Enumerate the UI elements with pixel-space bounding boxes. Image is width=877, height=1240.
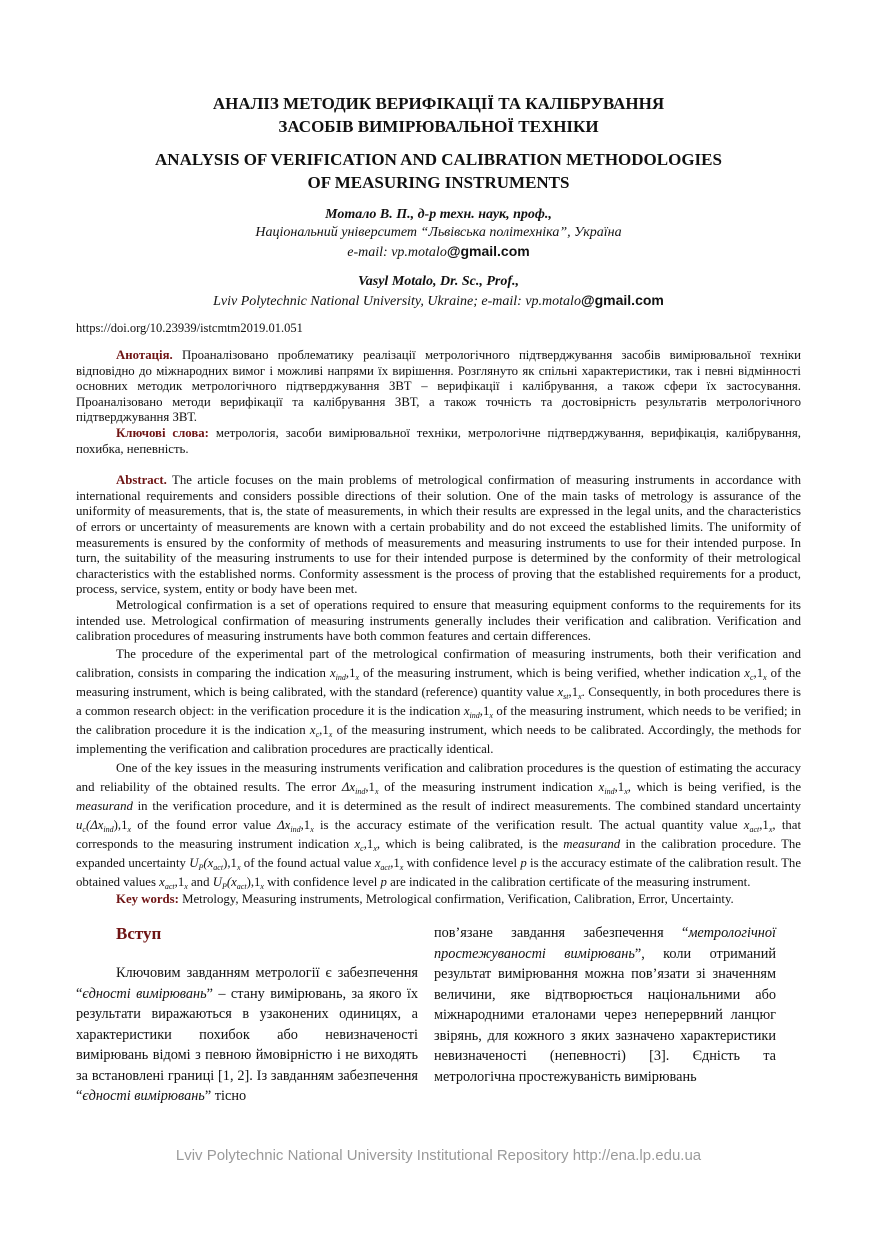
author-block-english bbox=[0, 273, 877, 311]
text: Проаналізовано проблематику реалізації метрологічного підтверджування засобів вимірювальної техніки відповідно до міжнародних вимог і можливі напрями їх вирішення. Розглянуто як спільні характеристики, так і певні відмінності основних методик метрологічного підтверджування ЗВТ – верифікації і калібрування, а також сфери їх застосування. Проаналізовано методи верифікації та калібрування ЗВТ, а також точність та достовірність результатів метрологічного підтверджування ЗВТ. bbox=[76, 348, 801, 425]
text: One of the key issues in the measuring instruments verification and calibration procedures is the question of estimating the accuracy and reliability of the obtained results. The error bbox=[76, 760, 801, 794]
repository-footer: Lviv Polytechnic National University Institutional Repository http://ena.lp.edu.ua bbox=[175, 1146, 702, 1164]
text: The article focuses on the main problems of metrological confirmation of measuring instruments in accordance with international requirements and considers possible directions of their solution. One of the main tasks of metrology is assurance of the uniformity of measurements, that is, the state of measurements, in which their results are expressed in the legal units, and the characteristics of errors or uncertainty of measurements are known with a certain probability and do not exceed the established limits. The uniformity of measurements is ensured by the conformity of methods of measurements and measuring instruments to use for their intended purpose. In turn, the suitability of the measuring instruments to use for their intended purpose is determined by the conformity of their metrological characteristics with the established norms. Conformity assessment is the process of proving that the established requirements for a product, process, service, system, entity or body have been met. bbox=[76, 473, 801, 597]
text: Ключовим завданням метрології є забезпечення “ bbox=[76, 965, 418, 1002]
abstract-paragraph bbox=[76, 645, 801, 759]
text: ”, коли отриманий результат вимірювання можна пов’язати зі значенням величини, яке відтворюється національними або міжнародними еталонами через неперервний ланцюг звірянь, для кожного з яких зазначено характеристики невизначеності (непевності) [3]. Єдність та метрологічна простежуваність вимірювань bbox=[434, 945, 776, 1085]
label: Key words: bbox=[116, 891, 179, 906]
text: , which is being calibrated, is the bbox=[376, 836, 564, 851]
author-affiliation-email bbox=[0, 291, 877, 311]
intro-paragraph-continued bbox=[434, 923, 776, 1087]
text: ” – стану вимірювань, за якого їх результати виражаються в узаконених одиницях, а характеристики похибок або невизначеності вимірювань відомі з певною ймовірністю і не виходять за встановлені границі [1, 2]. Із завданням забезпечення “ bbox=[76, 985, 418, 1105]
text: of the found actual value bbox=[240, 855, 375, 870]
text: in the calibration procedure. The expanded uncertainty bbox=[76, 836, 801, 870]
emphasis: measurand bbox=[563, 836, 621, 851]
text: ” тісно bbox=[204, 1088, 247, 1105]
title-english bbox=[0, 148, 877, 194]
math-expression: $U_P(x_{act}),1_x$ bbox=[212, 874, 264, 891]
keywords-english bbox=[76, 892, 801, 908]
text: , which is being verified, is the bbox=[627, 779, 801, 794]
email-at: @ bbox=[580, 292, 595, 308]
text: of the measuring instrument, which needs to be calibrated. Accordingly, the methods for implementing the verification and calibration procedures are practically identical. bbox=[76, 722, 801, 756]
math-expression: $x_{act},1_x$ bbox=[159, 874, 188, 891]
emphasis: метрологічної простежуваності вимірювань bbox=[434, 925, 776, 962]
text: , that corresponds to the measuring instrument indication bbox=[76, 817, 802, 851]
email-domain: gmail.com bbox=[594, 292, 664, 308]
math-expression: $x_c,1_x$ bbox=[354, 836, 377, 853]
text: in the verification procedure, and it is determined as the result of indirect measurements. The combined standard uncertainty bbox=[132, 798, 801, 813]
text: of the measuring instrument, which is being calibrated, with the standard (reference) quantity value bbox=[76, 665, 801, 699]
author-name: Мотало В. П., д-р техн. наук, проф., bbox=[325, 207, 552, 222]
section-heading: Вступ bbox=[116, 924, 162, 944]
title-line: АНАЛІЗ МЕТОДИК ВЕРИФІКАЦІЇ ТА КАЛІБРУВАННЯ bbox=[212, 94, 665, 113]
text: and bbox=[187, 874, 213, 889]
text: of the measuring instrument, which needs to be verified; in the calibration procedure it is the indication bbox=[76, 703, 801, 737]
text: with confidence level bbox=[403, 855, 521, 870]
text: пов’язане завдання забезпечення “ bbox=[434, 925, 689, 942]
math-expression: $x_{st},1_x$ bbox=[557, 684, 582, 701]
text: The procedure of the experimental part of the metrological confirmation of measuring instruments, both their verification and calibration, consists in comparing the indication bbox=[76, 646, 801, 680]
text: of the found error value bbox=[131, 817, 278, 832]
text: is the accuracy estimate of the verification result. The actual quantity value bbox=[313, 817, 744, 832]
title-ukrainian bbox=[0, 92, 877, 138]
math-expression: $x_{act},1_x$ bbox=[374, 855, 404, 872]
math-expression: $x_{ind},1_x$ bbox=[329, 665, 360, 682]
doi-link[interactable]: https://doi.org/10.23939/istcmtm2019.01.051 bbox=[76, 321, 303, 335]
label: Abstract. bbox=[116, 473, 167, 488]
label: Анотація. bbox=[116, 348, 173, 362]
emphasis: measurand bbox=[76, 798, 133, 813]
author-block-ukrainian bbox=[0, 206, 877, 262]
email-domain: gmail.com bbox=[460, 243, 530, 259]
emphasis: єдності вимірювань bbox=[82, 1088, 205, 1105]
text: of the measuring instrument, which is being verified, whether indication bbox=[359, 665, 745, 680]
emphasis: єдності вимірювань bbox=[82, 985, 207, 1002]
right-column bbox=[434, 923, 776, 1087]
intro-paragraph bbox=[76, 963, 418, 1107]
text: Metrological confirmation is a set of operations required to ensure that measuring equipment conforms to the requirements for its intended use. Metrological confirmation of measuring instruments generally includes their verification and calibration. Verification and calibration procedures of measuring instruments have both common features and certain differences. bbox=[76, 597, 801, 644]
math-expression: $x_c,1_x$ bbox=[744, 665, 767, 682]
math-expression: $U_P(x_{act}),1_x$ bbox=[189, 855, 241, 872]
title-line: OF MEASURING INSTRUMENTS bbox=[307, 173, 570, 192]
math-expression: $\Delta x_{ind},1_x$ bbox=[277, 817, 314, 834]
text: метрологія, засоби вимірювальної техніки, метрологічне підтверджування, верифікація, калібрування, похибка, непевність. bbox=[76, 425, 801, 456]
abstract-paragraph bbox=[76, 473, 801, 598]
introduction-section bbox=[76, 923, 776, 1107]
author-email bbox=[0, 242, 877, 262]
annotation-section bbox=[76, 348, 801, 457]
email-prefix: e-mail: vp.motalo bbox=[347, 245, 447, 260]
email-at: @ bbox=[446, 243, 461, 259]
math-expression: $x_{ind},1_x$ bbox=[463, 703, 493, 720]
keywords-ukrainian bbox=[76, 426, 801, 457]
emphasis: p bbox=[380, 874, 387, 889]
abstract-paragraph bbox=[76, 598, 801, 645]
label: Ключові слова: bbox=[116, 425, 209, 440]
author-affiliation: Національний університет “Львівська політехніка”, Україна bbox=[255, 225, 622, 240]
abstract-paragraph bbox=[76, 759, 801, 892]
annotation-paragraph bbox=[76, 348, 801, 426]
text: is the accuracy estimate of the calibration result. The obtained values bbox=[76, 855, 801, 889]
text: with confidence level bbox=[263, 874, 381, 889]
author-name: Vasyl Motalo, Dr. Sc., Prof., bbox=[357, 274, 519, 289]
math-expression: $\Delta x_{ind},1_x$ bbox=[341, 779, 379, 796]
math-expression: $u_c(\Delta x_{ind}),1_x$ bbox=[76, 817, 132, 834]
text: of the measuring instrument indication bbox=[378, 779, 599, 794]
math-expression: $x_c,1_x$ bbox=[309, 722, 333, 739]
math-expression: $x_{act},1_x$ bbox=[743, 817, 773, 834]
title-line: ANALYSIS OF VERIFICATION AND CALIBRATION METHODOLOGIES bbox=[155, 150, 722, 169]
text: are indicated in the calibration certificate of the measuring instrument. bbox=[386, 874, 751, 889]
left-column bbox=[76, 923, 418, 1107]
title-line: ЗАСОБІВ ВИМІРЮВАЛЬНОЇ ТЕХНІКИ bbox=[278, 117, 599, 136]
text: Metrology, Measuring instruments, Metrological confirmation, Verification, Calibration, Error, Uncertainty. bbox=[178, 891, 734, 906]
author-affiliation: Lviv Polytechnic National University, Ukraine; e-mail: vp.motalo bbox=[213, 294, 581, 309]
emphasis: p bbox=[520, 855, 527, 870]
text: . Consequently, in both procedures there is a common research object: in the verification procedure it is the indication bbox=[76, 684, 801, 718]
abstract-section bbox=[76, 473, 801, 907]
math-expression: $x_{ind},1_x$ bbox=[598, 779, 628, 796]
